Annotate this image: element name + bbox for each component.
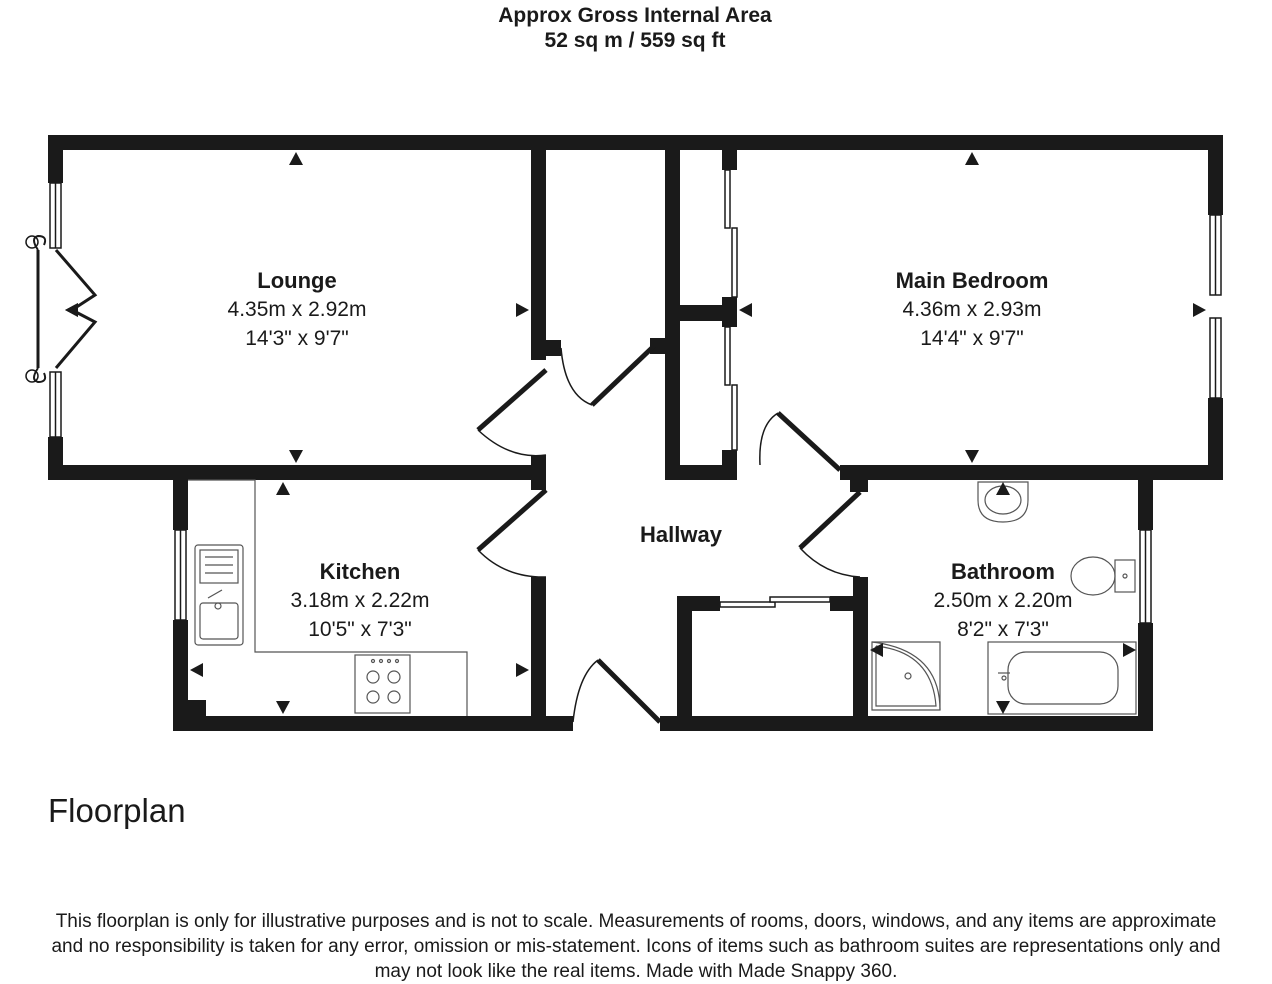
wall-bathroom-left [853,577,868,731]
disclaimer-line-2: and no responsibility is taken for any error, omission or mis-statement. Icons of items such as bathroom suites are representations only and [51,936,1221,957]
disclaimer-line-3: may not look like the real items. Made with Made Snappy 360. [374,961,898,982]
kitchen-metric: 3.18m x 2.22m [290,589,430,612]
door-bedroom [760,413,840,470]
wall-kitchen-corner [173,700,206,731]
arrow-left-bedroom [739,303,752,317]
wall-lounge-bottom [48,465,546,480]
wall-bathroom-right-upper [1138,480,1153,530]
wall-cupboard-bottom [665,465,737,480]
arrow-down-kitchen [276,701,290,714]
arrow-up-kitchen [276,482,290,495]
door-bathroom [800,492,860,577]
room-labels [228,268,1073,641]
wall-bathroom-right-lower [1138,623,1153,731]
arrow-down-bedroom [965,450,979,463]
wall-bedroom-bottom [840,465,1223,480]
kitchen-name: Kitchen [319,559,401,584]
wall-bedroom-left-mid [722,297,737,327]
floorplan-label: Floorplan [48,792,186,829]
hallway-name: Hallway [640,522,722,547]
door-lounge [478,370,546,456]
arrow-left-lounge-door [65,303,78,317]
door-hallway-top [561,345,655,405]
wall-bedroom-left-upper [722,135,737,170]
wall-kitchen-right [531,577,546,731]
disclaimer [0,909,1272,984]
door-kitchen [478,490,546,577]
kitchen-imperial: 10'5" x 7'3" [308,618,412,641]
bath-icon [988,642,1136,714]
sink-icon [195,545,243,645]
wall-top [48,135,1223,150]
wall-store-top-left [677,596,720,611]
lounge-name: Lounge [257,268,337,293]
wall-bedroom-bottom-stub [850,478,868,492]
door-store-sliding [720,597,830,607]
wall-lounge-right-lower [531,455,546,490]
area-title-label: Approx Gross Internal Area [498,4,772,27]
door-entrance [573,660,660,722]
area-value: 52 sq m / 559 sq ft [544,29,726,52]
bathroom-name: Bathroom [951,559,1055,584]
wall-kitchen-left-upper [173,480,188,530]
arrow-up-bathroom [996,482,1010,495]
main-bedroom-metric: 4.36m x 2.93m [902,298,1042,321]
lounge-imperial: 14'3" x 9'7" [245,327,349,350]
hob-icon [355,655,410,713]
wall-lounge-right [531,135,546,360]
arrow-left-kitchen [190,663,203,677]
wall-store-left [677,596,692,731]
wall-bedroom-right-upper [1208,135,1223,215]
arrow-right-kitchen [516,663,529,677]
lounge-metric: 4.35m x 2.92m [227,298,367,321]
wall-hallway-bottom [660,716,1153,731]
bathroom-metric: 2.50m x 2.20m [933,589,1073,612]
wall-lounge-left-upper [48,135,63,183]
arrow-down-bathroom [996,701,1010,714]
arrow-up-bedroom [965,152,979,165]
arrow-right-lounge [516,303,529,317]
disclaimer-line-1: This floorplan is only for illustrative purposes and is not to scale. Measurements of rooms, doors, windows, and any items are approximate [55,911,1217,932]
main-bedroom-imperial: 14'4" x 9'7" [920,327,1024,350]
arrow-right-bathroom [1123,643,1136,657]
lounge-french-door [26,236,95,382]
arrow-down-lounge [289,450,303,463]
arrow-up-lounge [289,152,303,165]
toilet-icon [1071,557,1135,595]
wall-kitchen-bottom [173,716,573,731]
bathroom-imperial: 8'2" x 7'3" [957,618,1049,641]
main-bedroom-name: Main Bedroom [895,268,1049,293]
doors [26,170,860,722]
arrow-right-bedroom [1193,303,1206,317]
wall-lounge-right-stub [531,340,561,356]
